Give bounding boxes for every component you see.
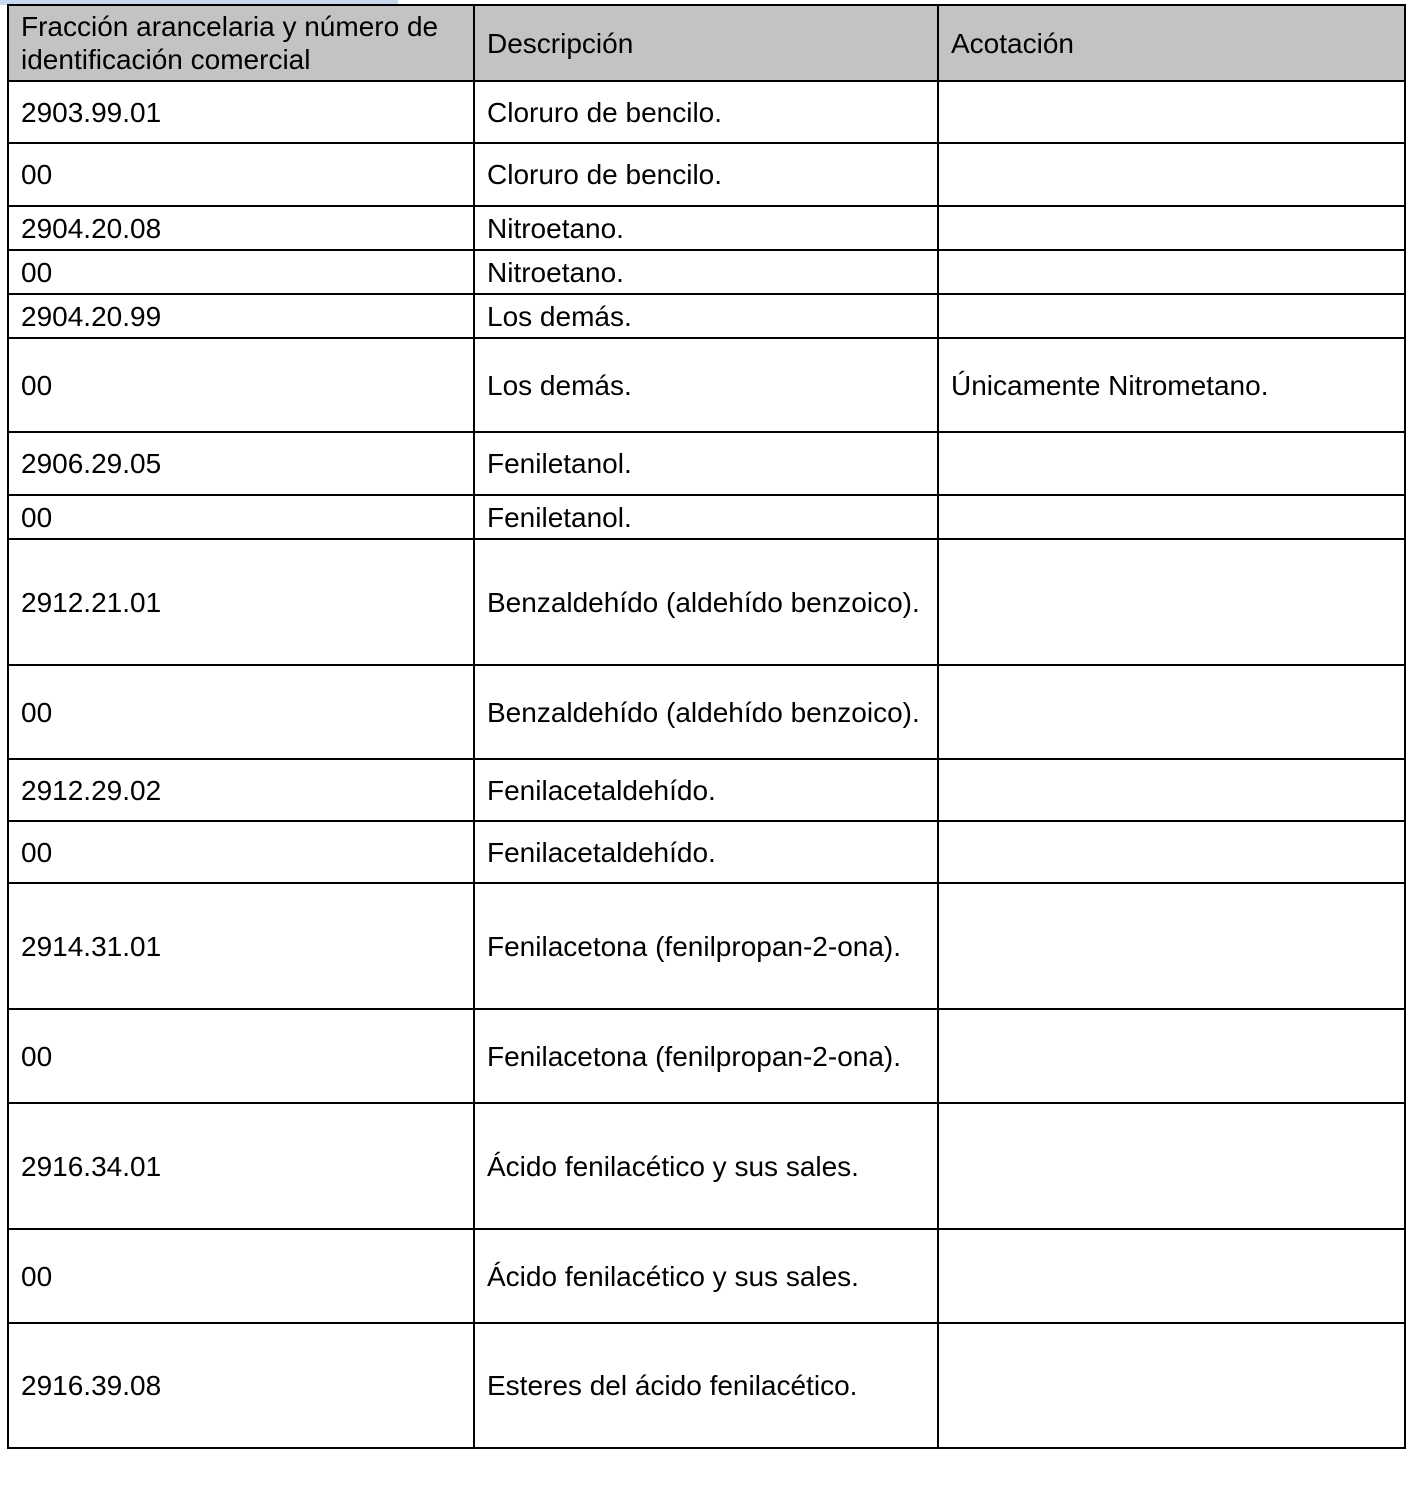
note-cell: Únicamente Nitrometano. (938, 338, 1405, 432)
description-cell: Fenilacetona (fenilpropan-2-ona). (474, 1009, 938, 1103)
table-row (8, 883, 1405, 1009)
description-cell: Los demás. (474, 338, 938, 432)
code-cell: 2906.29.05 (8, 432, 474, 495)
note-cell (938, 206, 1405, 250)
note-cell (938, 759, 1405, 821)
code-cell: 00 (8, 1009, 474, 1103)
table-row (8, 539, 1405, 665)
code-cell: 2904.20.08 (8, 206, 474, 250)
code-cell: 00 (8, 338, 474, 432)
note-cell (938, 539, 1405, 665)
description-cell: Nitroetano. (474, 250, 938, 294)
table-row (8, 1103, 1405, 1229)
table-row (8, 81, 1405, 143)
code-cell: 00 (8, 495, 474, 539)
note-cell (938, 81, 1405, 143)
table-row (8, 250, 1405, 294)
table-row (8, 338, 1405, 432)
note-cell (938, 250, 1405, 294)
description-cell: Ácido fenilacético y sus sales. (474, 1229, 938, 1323)
code-cell: 2914.31.01 (8, 883, 474, 1009)
code-cell: 2916.39.08 (8, 1323, 474, 1448)
table-row (8, 1229, 1405, 1323)
note-cell (938, 821, 1405, 883)
note-cell (938, 143, 1405, 206)
code-cell: 00 (8, 821, 474, 883)
table-header-row (8, 5, 1405, 81)
column-header-note: Acotación (938, 5, 1405, 81)
code-cell: 00 (8, 1229, 474, 1323)
note-cell (938, 883, 1405, 1009)
note-cell (938, 665, 1405, 759)
description-cell: Nitroetano. (474, 206, 938, 250)
description-cell: Fenilacetaldehído. (474, 759, 938, 821)
code-cell: 2912.29.02 (8, 759, 474, 821)
code-cell: 2904.20.99 (8, 294, 474, 338)
table-row (8, 294, 1405, 338)
description-cell: Fenilacetaldehído. (474, 821, 938, 883)
description-cell: Feniletanol. (474, 432, 938, 495)
table-row (8, 665, 1405, 759)
column-header-description: Descripción (474, 5, 938, 81)
table-row (8, 143, 1405, 206)
table-row (8, 759, 1405, 821)
code-cell: 00 (8, 250, 474, 294)
code-cell: 2912.21.01 (8, 539, 474, 665)
note-cell (938, 495, 1405, 539)
table-row (8, 206, 1405, 250)
note-cell (938, 1323, 1405, 1448)
code-cell: 00 (8, 665, 474, 759)
note-cell (938, 294, 1405, 338)
description-cell: Feniletanol. (474, 495, 938, 539)
table-row (8, 1323, 1405, 1448)
description-cell: Benzaldehído (aldehído benzoico). (474, 539, 938, 665)
table-row (8, 495, 1405, 539)
description-cell: Ácido fenilacético y sus sales. (474, 1103, 938, 1229)
column-header-code: Fracción arancelaria y número de identificación comercial (8, 5, 474, 81)
code-cell: 00 (8, 143, 474, 206)
code-cell: 2903.99.01 (8, 81, 474, 143)
table-row (8, 1009, 1405, 1103)
table-row (8, 821, 1405, 883)
note-cell (938, 1103, 1405, 1229)
note-cell (938, 1229, 1405, 1323)
description-cell: Cloruro de bencilo. (474, 81, 938, 143)
code-cell: 2916.34.01 (8, 1103, 474, 1229)
tariff-table (7, 4, 1406, 1449)
description-cell: Esteres del ácido fenilacético. (474, 1323, 938, 1448)
note-cell (938, 432, 1405, 495)
description-cell: Cloruro de bencilo. (474, 143, 938, 206)
note-cell (938, 1009, 1405, 1103)
description-cell: Los demás. (474, 294, 938, 338)
table-row (8, 432, 1405, 495)
description-cell: Fenilacetona (fenilpropan-2-ona). (474, 883, 938, 1009)
description-cell: Benzaldehído (aldehído benzoico). (474, 665, 938, 759)
